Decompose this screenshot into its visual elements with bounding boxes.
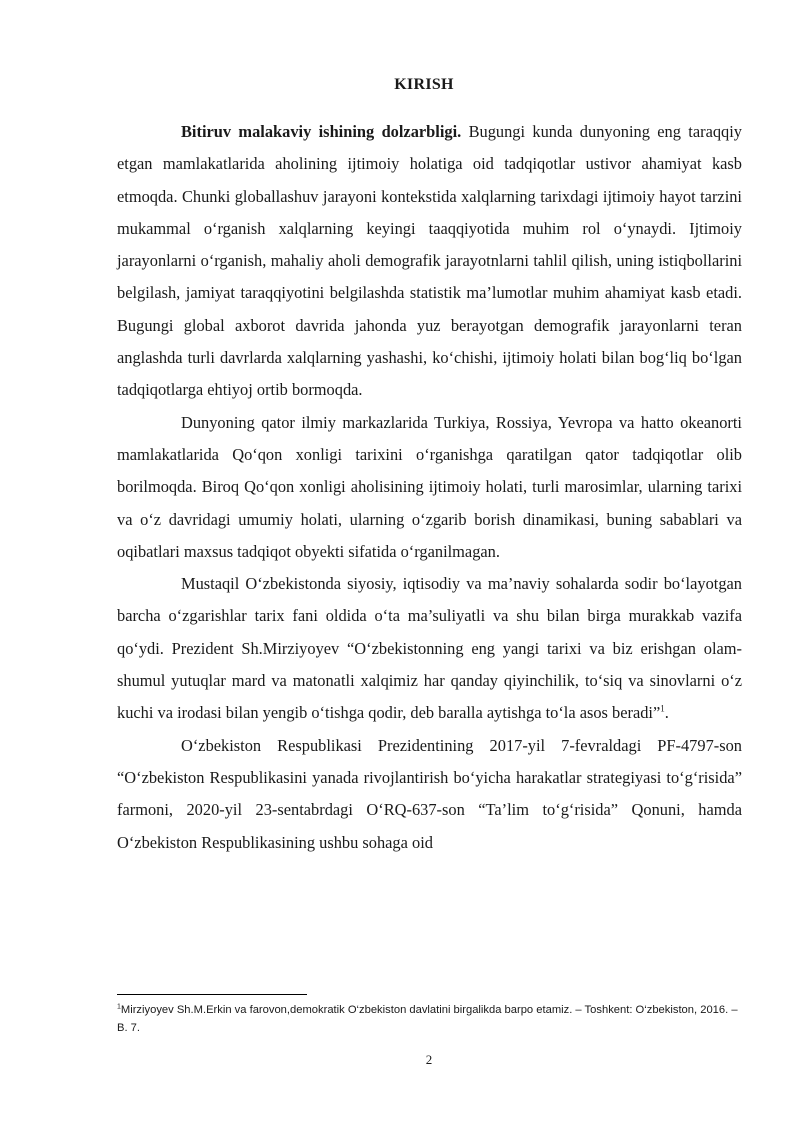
paragraph-text: Mustaqil O‘zbekistonda siyosiy, iqtisodiy va ma’naviy sohalarda sodir bo‘layotgan barcha o‘zgarishlar tarix fani oldida o‘ta ma’suliyatli va shu bilan birga murakkab vazifa qo‘ydi. Prezident Sh.Mirziyoyev “O‘zbekistonning eng yangi tarixi va biz erishgan olam-shumul yutuqlar mard va matonatli xalqimiz har qanday qiyinchilik, to‘siq va sinovlarni o‘z kuchi va irodasi bilan yengib o‘tishga qodir, deb baralla aytishga to‘la asos beradi” [117,574,742,723]
body-text [117,116,742,859]
paragraph-lead: Bitiruv malakaviy ishining dolzarbligi. [181,122,462,141]
page-number: 2 [425,1052,433,1067]
page-title: KIRISH [394,76,454,93]
paragraph-independent-uzbekistan [117,568,742,729]
paragraph-text: Dunyoning qator ilmiy markazlarida Turkiya, Rossiya, Yevropa va hatto okeanorti mamlakatlarida Qo‘qon xonligi tarixini o‘rganishga qaratilgan qator tadqiqotlar olib borilmoqda. Biroq Qo‘qon xonligi aholisining ijtimoiy holati, turli marosimlar, ularning tarixi va o‘z davridagi umumiy holati, ularning o‘zgarib borish dinamikasi, buning sabablari va oqibatlari maxsus tadqiqot obyekti sifatida o‘rganilmagan. [117,412,742,561]
footnote-marker: 1 [117,1003,121,1011]
paragraph-text: Bugungi kunda dunyoning eng taraqqiy etgan mamlakatlarida aholining ijtimoiy holatiga oid tadqiqotlar ustivor ahamiyat kasb etmoqda. Chunki globallashuv jarayoni kontekstida xalqlarning tarixdagi ijtimoiy hayot tarzini mukammal o‘rganish xalqlarning keyingi taaqqiyotida muhim rol o‘ynaydi. Ijtimoiy jarayonlarni o‘rganish, mahaliy aholi demografik jarayotnlarni tahlil qilish, uning istiqbollarini belgilash, jamiyat taraqqiyotini belgilashda statistik ma’lumotlar muhim ahamiyat kasb etadi. Bugungi global axborot davrida jahonda yuz berayotgan demografik jarayonlarni teran anglashda turli davrlarda xalqlarning yashashi, ko‘chishi, ijtimoiy holati bilan bog‘liq bo‘lgan tadqiqotlarga ehtiyoj ortib bormoqda. [117,122,742,400]
paragraph-research-centers [117,407,742,568]
paragraph-tail: . [664,703,669,723]
footnote-divider [117,994,307,995]
paragraph-text: O‘zbekiston Respublikasi Prezidentining 2017-yil 7-fevraldagi PF-4797-son “O‘zbekiston Respublikasini yanada rivojlantirish bo‘yicha harakatlar strategiyasi to‘g‘risida” farmoni, 2020-yil 23-sentabrdagi O‘RQ-637-son “Ta’lim to‘g‘risida” Qonuni, hamda O‘zbekiston Respublikasining ushbu sohaga oid [117,735,742,852]
paragraph-presidential-decree [117,730,742,859]
paragraph-relevance [117,116,742,407]
footnote [117,1001,742,1037]
footnote-reference[interactable]: 1 [660,703,665,714]
footnote-text: Mirziyoyev Sh.M.Erkin va farovon,demokratik O‘zbekiston davlatini birgalikda barpo etamiz. – Toshkent: O‘zbekiston, 2016. – B. 7. [117,1004,738,1034]
